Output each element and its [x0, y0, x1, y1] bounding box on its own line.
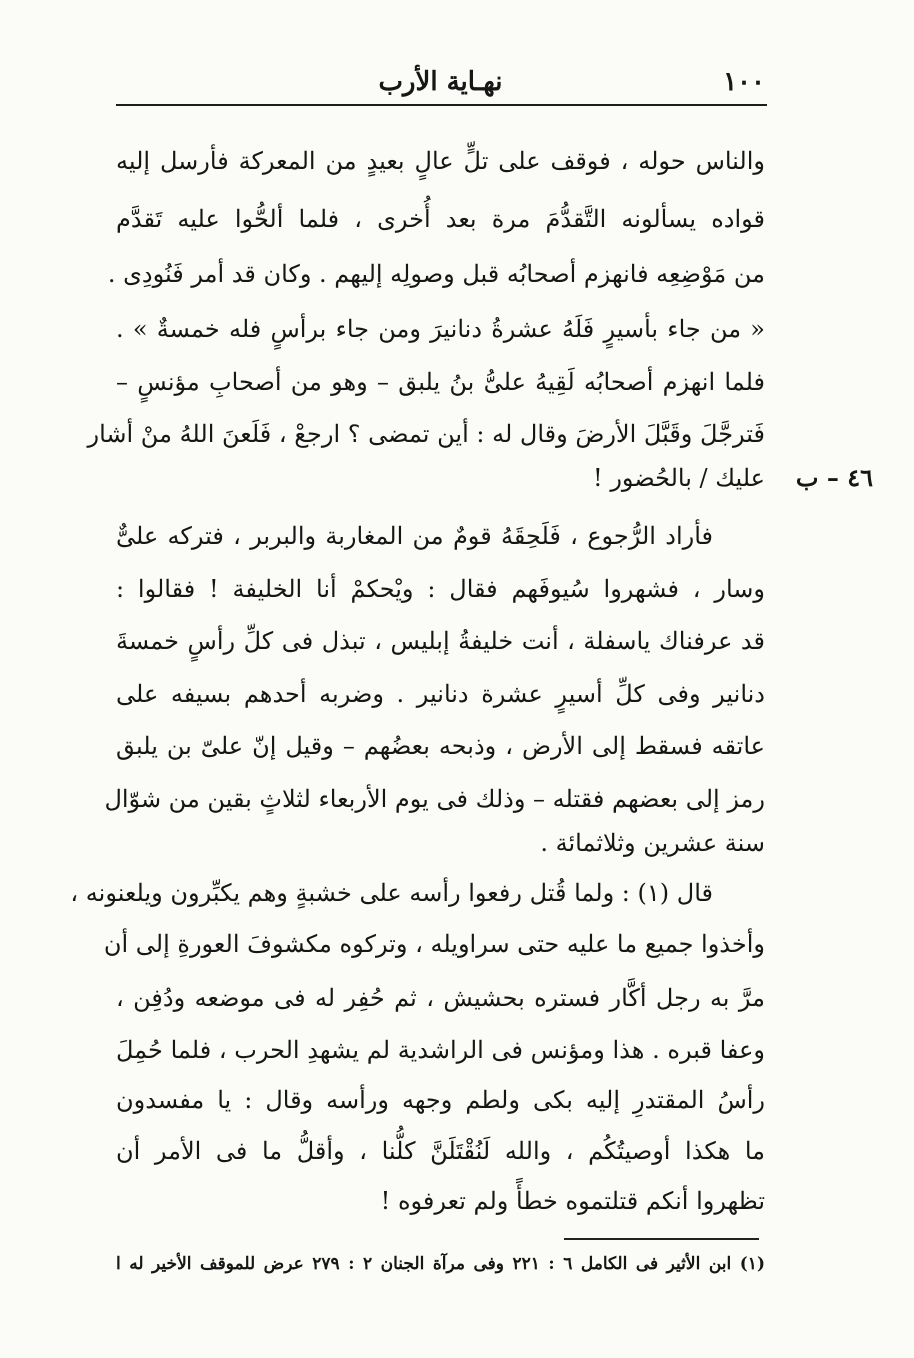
- text-line: من مَوْضِعِه فانهزم أصحابُه قبل وصولِه إليهم . وكان قد أمر فَنُودِى .: [107, 260, 765, 288]
- text-line: ما هكذا أوصيتُكُم ، والله لَنُقْتَلَنَّ كلُّنا ، وأقلُّ ما فى الأمر أن: [116, 1137, 765, 1165]
- text-line: تظهروا أنكم قتلتموه خطأً ولم تعرفوه !: [380, 1187, 765, 1215]
- page-header: [116, 62, 765, 102]
- text-line: مرَّ به رجل أكَّار فستره بحشيش ، ثم حُفِر له فى موضعه ودُفِن ،: [116, 984, 765, 1012]
- text-line: « من جاء بأسيرٍ فَلَهُ عشرةُ دنانيرَ ومن جاء برأسٍ فله خمسةٌ » .: [116, 315, 765, 343]
- text-line: فلما انهزم أصحابُه لَقِيهُ علىُّ بنُ يلبق – وهو من أصحابِ مؤنسٍ –: [116, 368, 765, 396]
- text-line: دنانير وفى كلِّ أسيرٍ عشرة دنانير . وضربه أحدهم بسيفه على: [116, 680, 765, 708]
- text-line: قواده يسألونه التَّقدُّمَ مرة بعد أُخرى ، فلما ألحُّوا عليه تَقدَّم: [116, 205, 765, 233]
- manuscript-folio-note: ٤٦ – ب: [795, 463, 873, 492]
- text-line: قال (١) : ولما قُتل رفعوا رأسه على خشبةٍ وهم يكبِّرون ويلعنونه ،: [70, 879, 713, 907]
- book-title: نهـاية الأرب: [378, 67, 503, 97]
- text-line: سنة عشرين وثلاثمائة .: [540, 829, 765, 857]
- text-line: عليك / بالحُضور !: [593, 464, 765, 492]
- text-line: فَترجَّلَ وقَبَّلَ الأرضَ وقال له : أين تمضى ؟ ارجعْ ، فَلَعنَ اللهُ منْ أشار: [87, 420, 765, 448]
- text-line: والناس حوله ، فوقف على تلٍّ عالٍ بعيدٍ من المعركة فأرسل إليه: [116, 147, 765, 175]
- text-line: رأسُ المقتدرِ إليه بكى ولطم وجهه ورأسه وقال : يا مفسدون: [116, 1086, 765, 1114]
- text-line: وأخذوا جميع ما عليه حتى سراويله ، وتركوه مكشوفَ العورةِ إلى أن: [103, 930, 765, 958]
- header-rule: [116, 104, 767, 106]
- text-line: وسار ، فشهروا سُيوفَهم فقال : ويْحكمْ أنا الخليفة ! فقالوا :: [116, 575, 765, 603]
- text-line: عاتقه فسقط إلى الأرض ، وذبحه بعضُهم – وقيل إنّ علىّ بن يلبق: [116, 732, 765, 760]
- footnote-rule: [564, 1238, 759, 1240]
- footnote: (١) ابن الأثير فى الكامل ٦ : ٢٢١ وفى مرآة الجنان ٢ : ٢٧٩ عرض للموقف الأخير له ا: [116, 1254, 765, 1274]
- text-line: رمز إلى بعضهم فقتله – وذلك فى يوم الأربعاء لثلاثٍ بقين من شوّال: [104, 785, 765, 813]
- text-line: وعفا قبره . هذا ومؤنس فى الراشدية لم يشهدِ الحرب ، فلما حُمِلَ: [116, 1036, 765, 1064]
- text-line: قد عرفناك ياسفلة ، أنت خليفةُ إبليس ، تبذل فى كلِّ رأسٍ خمسةَ: [116, 627, 765, 655]
- page-number: ١٠٠: [723, 67, 765, 97]
- text-line: فأراد الرُّجوع ، فَلَحِقَهُ قومٌ من المغاربة والبربر ، فتركه علىٌّ: [116, 522, 713, 550]
